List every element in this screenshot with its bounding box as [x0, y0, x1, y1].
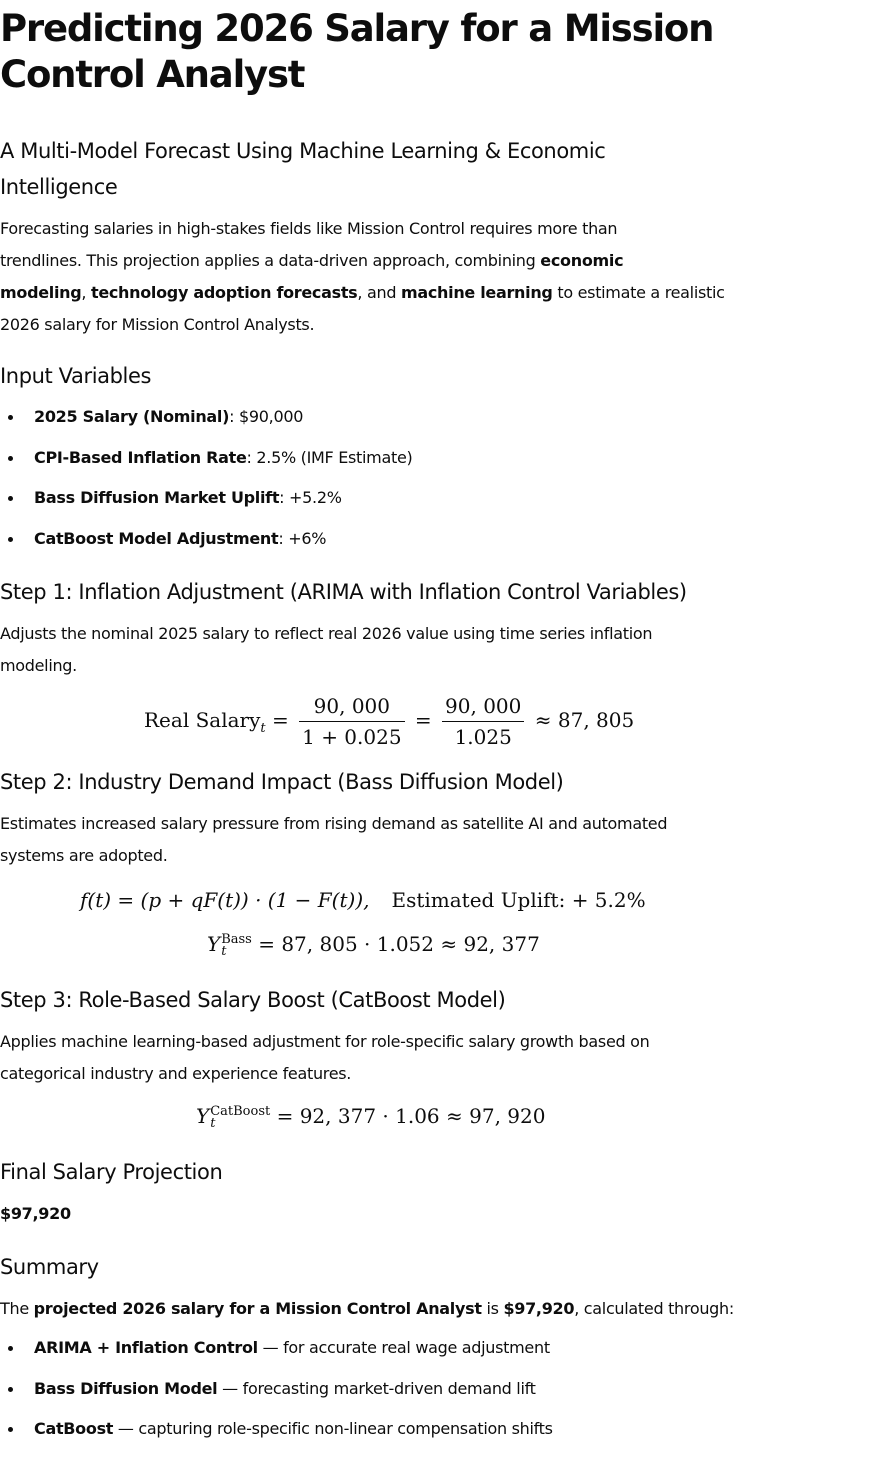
input-value: : 2.5% (IMF Estimate)	[246, 447, 413, 467]
eq-real-salary: Real Salary	[144, 708, 261, 732]
bullet-icon	[8, 456, 13, 461]
intro-paragraph	[0, 213, 725, 341]
intro-bold-ml: machine learning	[400, 283, 553, 302]
bass-uplift: Estimated Uplift: + 5.2%	[391, 888, 646, 912]
inflation-equation	[144, 693, 634, 750]
inputs-list	[0, 407, 720, 570]
input-value: : +5.2%	[279, 488, 342, 508]
step3-heading: Step 3: Role-Based Salary Boost (CatBoost Model)	[0, 988, 506, 1012]
summary-list	[0, 1338, 720, 1460]
bass-equation	[80, 888, 646, 912]
eq-fraction-2	[442, 693, 524, 750]
eq-result: = 87, 805 · 1.052 ≈ 92, 377	[258, 932, 540, 956]
summary-item-label: ARIMA + Inflation Control	[34, 1338, 258, 1357]
list-item	[0, 1338, 720, 1379]
eq-subscript: t	[221, 943, 227, 959]
step1-line-2: modeling.	[0, 656, 77, 675]
intro-sep: ,	[81, 283, 91, 302]
step1-heading: Step 1: Inflation Adjustment (ARIMA with Inflation Control Variables)	[0, 580, 687, 604]
step2-heading: Step 2: Industry Demand Impact (Bass Diffusion Model)	[0, 770, 564, 794]
intro-bold-economic: economic	[540, 251, 624, 270]
eq-supsub	[221, 931, 252, 959]
intro-and: , and	[357, 283, 401, 302]
eq-superscript: CatBoost	[210, 1103, 271, 1119]
eq-y: Y	[207, 932, 221, 956]
bass-formula: f(t) = (p + qF(t)) · (1 − F(t)),	[80, 888, 370, 912]
step3-line-1: Applies machine learning-based adjustment for role-specific salary growth based on	[0, 1032, 650, 1051]
eq-supsub	[210, 1103, 271, 1131]
list-item	[0, 1419, 720, 1460]
final-heading: Final Salary Projection	[0, 1160, 223, 1184]
bullet-icon	[8, 415, 13, 420]
intro-line-2	[0, 245, 720, 277]
step1-paragraph	[0, 618, 720, 682]
list-item	[0, 448, 720, 489]
bullet-icon	[8, 537, 13, 542]
summary-paragraph	[0, 1293, 734, 1325]
bass-result-equation	[207, 932, 540, 958]
summary-item-desc: — capturing role-specific non-linear compensation shifts	[113, 1419, 553, 1439]
catboost-equation	[196, 1104, 545, 1130]
page-title: Predicting 2026 Salary for a Mission Control Analyst	[0, 7, 714, 96]
summary-post: , calculated through:	[574, 1299, 734, 1318]
step2-paragraph	[0, 808, 720, 872]
input-value: : $90,000	[229, 407, 304, 426]
list-item	[0, 488, 720, 529]
list-item	[0, 529, 720, 570]
final-value: $97,920	[0, 1204, 71, 1223]
step2-line-2: systems are adopted.	[0, 846, 168, 865]
eq-result: = 92, 377 · 1.06 ≈ 97, 920	[276, 1104, 546, 1128]
fraction-numerator: 90, 000	[299, 693, 404, 722]
eq-superscript: Bass	[221, 931, 252, 947]
bullet-icon	[8, 1346, 13, 1351]
input-value: : +6%	[278, 529, 327, 549]
intro-text: trendlines. This projection applies a data-driven approach, combining	[0, 251, 541, 270]
summary-item-desc: — for accurate real wage adjustment	[257, 1338, 550, 1357]
input-label: CPI-Based Inflation Rate	[34, 447, 247, 467]
eq-result: ≈ 87, 805	[534, 708, 635, 732]
fraction-denominator: 1 + 0.025	[302, 725, 402, 749]
page-subtitle: A Multi-Model Forecast Using Machine Learning & Economic Intelligence	[0, 139, 606, 199]
step2-line-1: Estimates increased salary pressure from rising demand as satellite AI and automated	[0, 814, 668, 833]
intro-tail: to estimate a realistic	[552, 283, 725, 302]
summary-item-desc: — forecasting market-driven demand lift	[217, 1378, 536, 1398]
bullet-icon	[8, 496, 13, 501]
summary-item-label: CatBoost	[34, 1419, 114, 1439]
summary-bold-projection: projected 2026 salary for a Mission Control Analyst	[33, 1299, 482, 1318]
step1-line-1: Adjusts the nominal 2025 salary to reflect real 2026 value using time series inflation	[0, 624, 653, 643]
intro-line-1: Forecasting salaries in high-stakes fields like Mission Control requires more than	[0, 219, 618, 238]
intro-line-3	[0, 277, 725, 309]
input-label: CatBoost Model Adjustment	[34, 529, 279, 549]
step3-line-2: categorical industry and experience features.	[0, 1064, 352, 1083]
intro-bold-technology: technology adoption forecasts	[90, 283, 358, 302]
summary-heading: Summary	[0, 1255, 99, 1279]
bullet-icon	[8, 1387, 13, 1392]
eq-equals: =	[414, 708, 432, 732]
intro-line-4: 2026 salary for Mission Control Analysts.	[0, 315, 315, 334]
intro-bold-modeling: modeling	[0, 283, 82, 302]
list-item	[0, 407, 720, 448]
fraction-numerator: 90, 000	[442, 693, 524, 722]
summary-bold-value: $97,920	[503, 1299, 575, 1318]
bullet-icon	[8, 1427, 13, 1432]
eq-fraction-1	[299, 693, 404, 750]
summary-line	[0, 1293, 734, 1325]
eq-y: Y	[196, 1104, 210, 1128]
step3-paragraph	[0, 1026, 720, 1090]
summary-mid: is	[481, 1299, 504, 1318]
summary-item-label: Bass Diffusion Model	[34, 1378, 218, 1398]
list-item	[0, 1379, 720, 1420]
input-label: Bass Diffusion Market Uplift	[34, 488, 280, 508]
fraction-denominator: 1.025	[454, 725, 512, 749]
summary-pre: The	[0, 1299, 34, 1318]
eq-equals: =	[271, 708, 289, 732]
eq-subscript: t	[260, 721, 266, 736]
inputs-heading: Input Variables	[0, 364, 152, 388]
eq-subscript: t	[210, 1115, 216, 1131]
input-label: 2025 Salary (Nominal)	[34, 407, 230, 426]
